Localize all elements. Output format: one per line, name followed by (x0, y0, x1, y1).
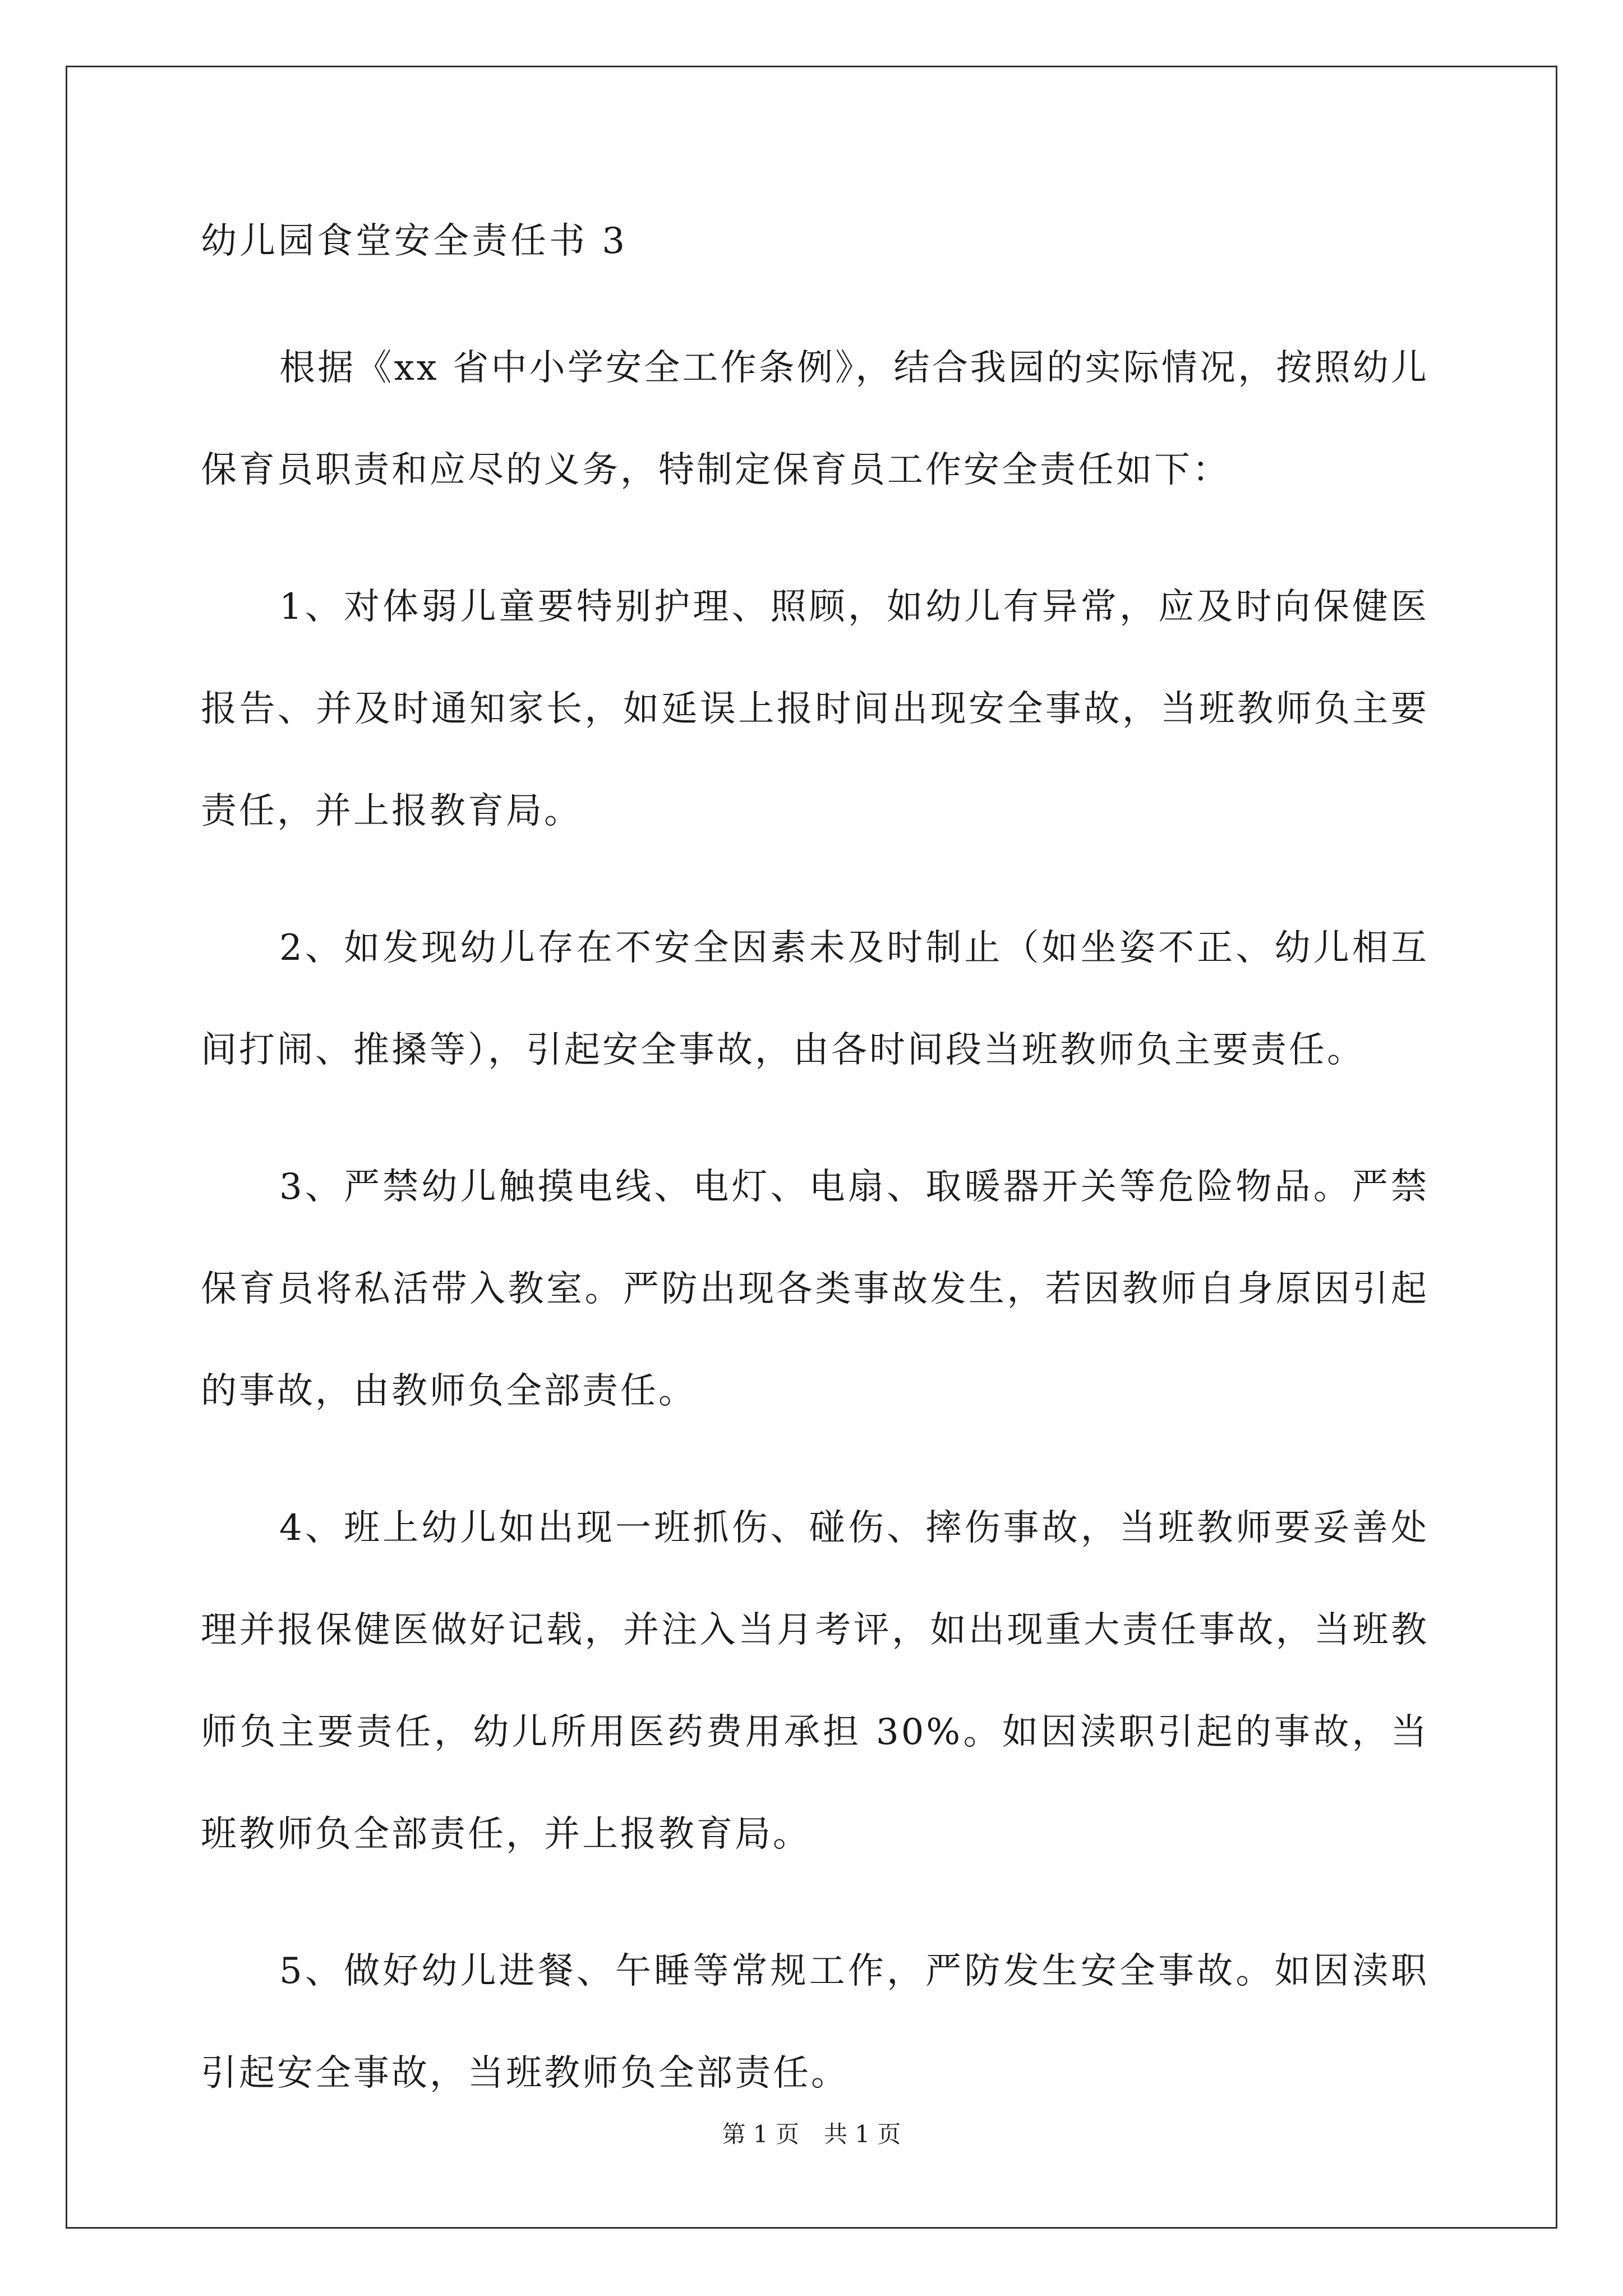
page-number: 第 1 页 (722, 2120, 799, 2148)
clause-5-paragraph: 5、做好幼儿进餐、午睡等常规工作，严防发生安全事故。如因渎职引起安全事故，当班教师负全部责任。 (201, 1950, 1429, 2094)
intro-paragraph: 根据《xx 省中小学安全工作条例》，结合我园的实际情况，按照幼儿保育员职责和应尽的义务，特制定保育员工作安全责任如下： (201, 347, 1429, 491)
document-body (201, 216, 1429, 2159)
page-total: 共 1 页 (824, 2120, 901, 2148)
document-title: 幼儿园食堂安全责任书 3 (201, 220, 628, 262)
clause-4-paragraph: 4、班上幼儿如出现一班抓伤、碰伤、摔伤事故，当班教师要妥善处理并报保健医做好记载，并注入当月考评，如出现重大责任事故，当班教师负主要责任，幼儿所用医药费用承担 30%。如因渎职引起的事故，当班教师负全部责任，并上报教育局。 (201, 1507, 1429, 1855)
page-footer (0, 2118, 1623, 2151)
clause-1-paragraph: 1、对体弱儿童要特别护理、照顾，如幼儿有异常，应及时向保健医报告、并及时通知家长，如延误上报时间出现安全事故，当班教师负主要责任，并上报教育局。 (201, 586, 1429, 832)
clause-2-paragraph: 2、如发现幼儿存在不安全因素未及时制止（如坐姿不正、幼儿相互间打闹、推搡等），引起安全事故，由各时间段当班教师负主要责任。 (201, 927, 1429, 1071)
clause-3-paragraph: 3、严禁幼儿触摸电线、电灯、电扇、取暖器开关等危险物品。严禁保育员将私活带入教室。严防出现各类事故发生，若因教师自身原因引起的事故，由教师负全部责任。 (201, 1166, 1429, 1412)
